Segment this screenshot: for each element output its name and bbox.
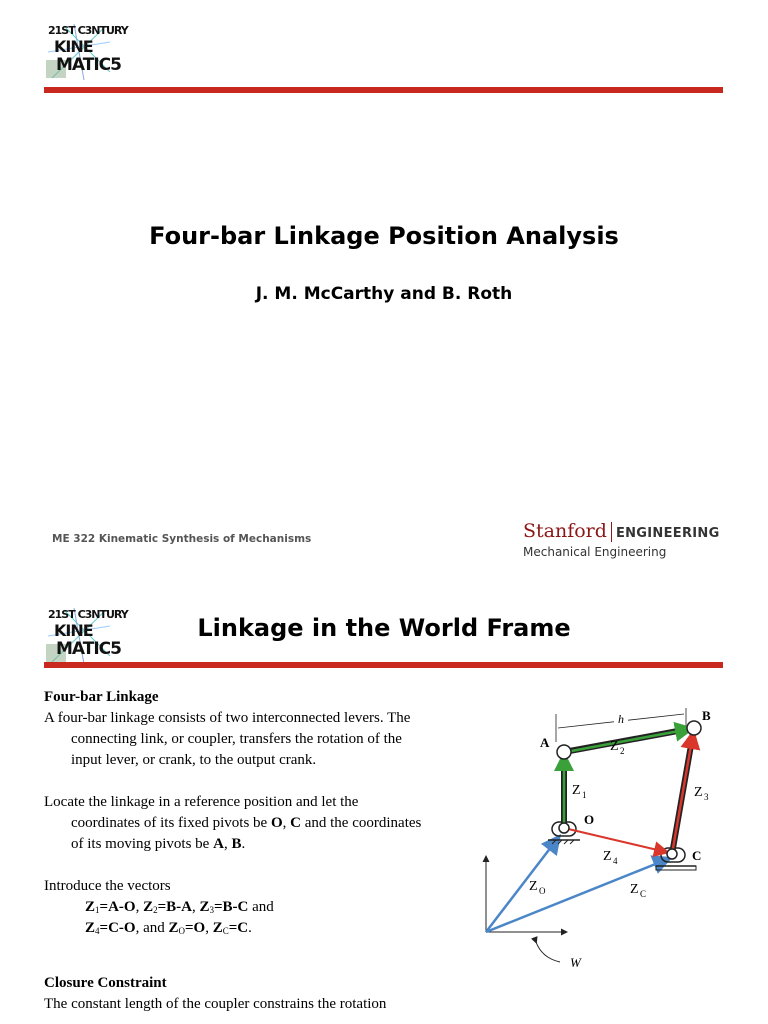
- logo-separator: [611, 522, 612, 542]
- label-O: O: [584, 812, 595, 827]
- text-line: coordinates of its fixed pivots be O, C and the coordinates: [71, 815, 422, 831]
- kinematics-logo: [44, 22, 128, 82]
- content-slide: [0, 576, 768, 1024]
- svg-text:Z: Z: [572, 783, 581, 798]
- label-B: B: [702, 708, 711, 723]
- logo-line-2: KINE: [54, 621, 93, 640]
- point-A: A: [213, 836, 224, 852]
- engineering-wordmark: ENGINEERING: [615, 526, 720, 541]
- slide-authors: J. M. McCarthy and B. Roth: [255, 284, 513, 304]
- stanford-wordmark: Stanford: [523, 520, 607, 542]
- text-line: Locate the linkage in a reference position and let the: [44, 794, 359, 810]
- label-Z4: [603, 849, 618, 866]
- svg-text:Z: Z: [694, 785, 703, 800]
- header-rule: [44, 662, 723, 668]
- paragraph-locate: [44, 792, 474, 855]
- slide-body: [44, 687, 474, 1015]
- text-line: of its moving pivots be A, B.: [71, 836, 246, 852]
- department-name: Mechanical Engineering: [523, 545, 667, 559]
- label-ZO: [529, 879, 546, 896]
- label-Z1: [572, 783, 587, 800]
- four-bar-linkage-diagram: [476, 702, 726, 972]
- point-B: B: [231, 836, 242, 852]
- header-rule: [44, 87, 723, 93]
- svg-text:Z: Z: [529, 879, 538, 894]
- vector-definitions-line-2: $Z_4=C-O$, and $Z_O=O$, $Z_C=C$.: [85, 920, 252, 936]
- paragraph-intro: [44, 708, 474, 771]
- text-line: connecting link, or coupler, transfers the rotation of the: [71, 731, 402, 747]
- svg-text:2: 2: [620, 746, 625, 756]
- vector-Z3: [672, 734, 693, 854]
- text-line: Introduce the vectors: [44, 878, 171, 894]
- svg-text:C: C: [640, 889, 647, 899]
- label-Z3: [694, 785, 709, 802]
- paragraph-vectors: [44, 876, 474, 939]
- svg-text:3: 3: [704, 792, 709, 802]
- section-heading-closure: Closure Constraint: [44, 975, 167, 991]
- logo-line-1: 21ST C3NTURY: [48, 608, 128, 621]
- joint-A: [557, 745, 571, 759]
- section-heading-four-bar: Four-bar Linkage: [44, 689, 159, 705]
- slide-title: Linkage in the World Frame: [197, 614, 571, 642]
- logo-line-3: MATIC5: [56, 55, 121, 75]
- label-h: h: [618, 712, 624, 726]
- svg-text:Z: Z: [603, 849, 612, 864]
- logo-line-3: MATIC5: [56, 639, 121, 659]
- point-O: O: [270, 815, 283, 831]
- svg-text:O: O: [539, 886, 546, 896]
- vector-definitions-line-1: $Z_1=A-O$, $Z_2=B-A$, $Z_3=B-C$ and: [85, 899, 274, 915]
- svg-text:Z: Z: [610, 739, 619, 754]
- paragraph-closure: [44, 994, 474, 1015]
- svg-text:4: 4: [613, 856, 618, 866]
- label-C: C: [692, 848, 702, 863]
- joint-O: [559, 823, 569, 833]
- label-ZC: [630, 882, 646, 899]
- joint-B: [687, 721, 701, 735]
- point-C: C: [290, 815, 301, 831]
- course-name: ME 322 Kinematic Synthesis of Mechanisms: [52, 533, 312, 545]
- svg-text:1: 1: [582, 790, 587, 800]
- label-A: A: [540, 735, 550, 750]
- slide-title: Four-bar Linkage Position Analysis: [149, 222, 619, 250]
- text-line: input lever, or crank, to the output crank.: [71, 752, 317, 768]
- label-W: W: [570, 955, 581, 970]
- svg-text:Z: Z: [630, 882, 639, 897]
- joint-C: [667, 849, 677, 859]
- logo-line-2: KINE: [54, 37, 93, 56]
- logo-line-1: 21ST C3NTURY: [48, 24, 128, 37]
- text-line: The constant length of the coupler constrains the rotation: [44, 996, 387, 1012]
- stanford-engineering-logo: [523, 520, 720, 559]
- text-line: A four-bar linkage consists of two interconnected levers. The: [44, 710, 411, 726]
- vector-Z2: [566, 729, 690, 752]
- w-arc: [536, 942, 560, 962]
